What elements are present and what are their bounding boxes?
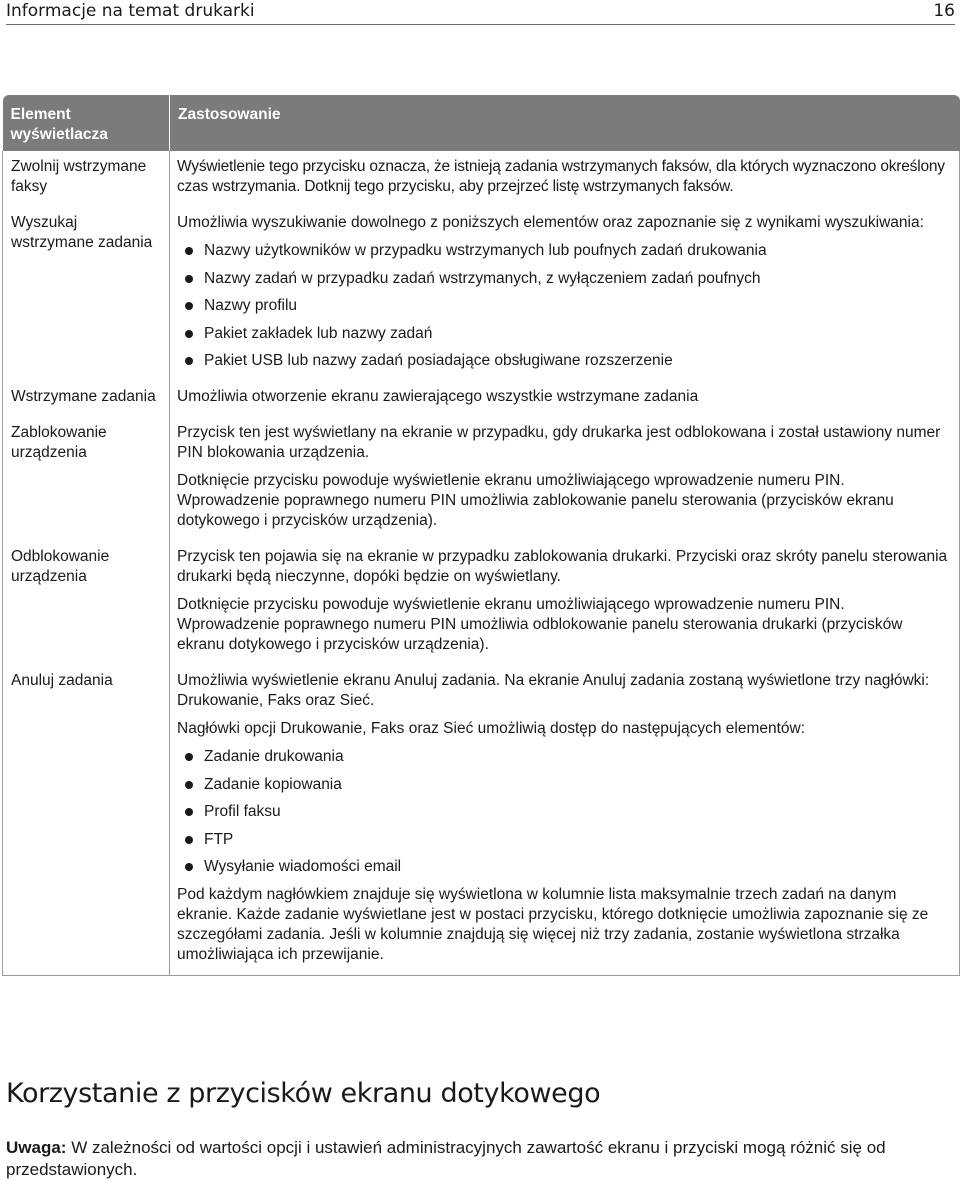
list-item [177, 775, 951, 795]
list-item [177, 857, 951, 877]
list-item-text: Profil faksu [204, 803, 281, 820]
bullet-icon [185, 302, 193, 310]
description-paragraph: Wyświetlenie tego przycisku oznacza, że istnieją zadania wstrzymanych faksów, dla których wyznaczono określony czas wstrzymania. Dotknij tego przycisku, aby przejrzeć listę wstrzymanych faksów. [177, 158, 945, 195]
list-item [177, 296, 951, 316]
section-title: Korzystanie z przycisków ekranu dotykowego [6, 1078, 601, 1109]
bullet-list [177, 747, 951, 877]
list-item [177, 269, 951, 289]
page-number: 16 [933, 1, 955, 21]
description-paragraph: Pod każdym nagłówkiem znajduje się wyświetlona w kolumnie lista maksymalnie trzech zadań na danym ekranie. Każde zadanie wyświetlane jest w postaci przycisku, którego dotknięcie umożliwia zapoznanie się ze szczegółami zadania. Jeśli w kolumnie znajdują się więcej niż trzy zadania, zostanie wyświetlona strzałka umożliwiająca ich przewijanie. [177, 886, 929, 963]
table-row [3, 151, 960, 207]
row-description [170, 417, 960, 541]
bullet-icon [185, 357, 193, 365]
row-description [170, 381, 960, 417]
list-item [177, 241, 951, 261]
list-item-text: FTP [204, 830, 234, 848]
bullet-icon [185, 781, 193, 789]
description-paragraph: Umożliwia wyświetlenie ekranu Anuluj zadania. Na ekranie Anuluj zadania zostaną wyświetlone trzy nagłówki: Drukowanie, Faks oraz Sieć. [177, 672, 930, 709]
description-paragraph: Dotknięcie przycisku powoduje wyświetlenie ekranu umożliwiającego wprowadzenie numeru PIN. Wprowadzenie poprawnego numeru PIN umożliwia zablokowanie panelu sterowania (przycisków ekranu dotykowego i przycisków urządzenia). [177, 472, 894, 529]
row-description [170, 207, 960, 381]
row-description [170, 665, 960, 976]
row-name: Odblokowanie urządzenia [3, 541, 170, 665]
table-row [3, 417, 960, 541]
description-paragraph: Umożliwia wyszukiwanie dowolnego z poniższych elementów oraz zapoznanie się z wynikami wyszukiwania: [177, 214, 924, 231]
row-description [170, 541, 960, 665]
list-item-text: Nazwy profilu [204, 297, 298, 314]
note-label: Uwaga: [6, 1138, 67, 1157]
bullet-icon [185, 330, 193, 338]
note [6, 1137, 954, 1181]
bullet-icon [185, 275, 193, 283]
list-item [177, 830, 951, 850]
list-item-text: Zadanie drukowania [204, 748, 344, 765]
row-name: Zwolnij wstrzymane faksy [3, 151, 170, 207]
row-name: Wyszukaj wstrzymane zadania [3, 207, 170, 381]
note-text: W zależności od wartości opcji i ustawień administracyjnych zawartość ekranu i przyciski mogą różnić się od przedstawionych. [6, 1138, 886, 1179]
list-item-text: Nazwy zadań w przypadku zadań wstrzymanych, z wyłączeniem zadań poufnych [204, 269, 761, 287]
list-item [177, 351, 951, 371]
bullet-icon [185, 863, 193, 871]
description-paragraph: Dotknięcie przycisku powoduje wyświetlenie ekranu umożliwiającego wprowadzenie numeru PIN. Wprowadzenie poprawnego numeru PIN umożliwia odblokowanie panelu sterowania drukarki (przycisków ekranu dotykowego i przycisków urządzenia). [177, 596, 903, 653]
list-item [177, 747, 951, 767]
bullet-icon [185, 836, 193, 844]
list-item-text: Pakiet zakładek lub nazwy zadań [204, 324, 433, 342]
description-paragraph: Nagłówki opcji Drukowanie, Faks oraz Sieć umożliwią dostęp do następujących elementów: [177, 720, 806, 737]
description-paragraph: Przycisk ten pojawia się na ekranie w przypadku zablokowania drukarki. Przyciski oraz skróty panelu sterowania drukarki będą nieczynne, dopóki będzie on wyświetlany. [177, 548, 948, 585]
bullet-icon [185, 808, 193, 816]
table-row [3, 381, 960, 417]
page-header-title: Informacje na temat drukarki [6, 1, 255, 21]
row-description [170, 151, 960, 207]
list-item-text: Wysyłanie wiadomości email [204, 858, 402, 875]
row-name: Wstrzymane zadania [3, 381, 170, 417]
row-name: Zablokowanie urządzenia [3, 417, 170, 541]
bullet-icon [185, 753, 193, 761]
column-header-usage: Zastosowanie [170, 95, 960, 151]
column-header-element: Element wyświetlacza [3, 95, 170, 151]
list-item-text: Nazwy użytkowników w przypadku wstrzymanych lub poufnych zadań drukowania [204, 242, 767, 259]
row-name: Anuluj zadania [3, 665, 170, 976]
bullet-icon [185, 247, 193, 255]
display-elements-table [2, 95, 960, 976]
table-header-row [3, 95, 960, 151]
table-row [3, 207, 960, 381]
list-item [177, 802, 951, 822]
list-item-text: Pakiet USB lub nazwy zadań posiadające obsługiwane rozszerzenie [204, 352, 673, 369]
table-row [3, 541, 960, 665]
table-row [3, 665, 960, 976]
bullet-list [177, 241, 951, 371]
description-paragraph: Przycisk ten jest wyświetlany na ekranie w przypadku, gdy drukarka jest odblokowana i został ustawiony numer PIN blokowania urządzenia. [177, 424, 941, 461]
description-paragraph: Umożliwia otworzenie ekranu zawierającego wszystkie wstrzymane zadania [177, 388, 699, 405]
list-item-text: Zadanie kopiowania [204, 775, 342, 793]
page-header [6, 0, 955, 25]
list-item [177, 324, 951, 344]
